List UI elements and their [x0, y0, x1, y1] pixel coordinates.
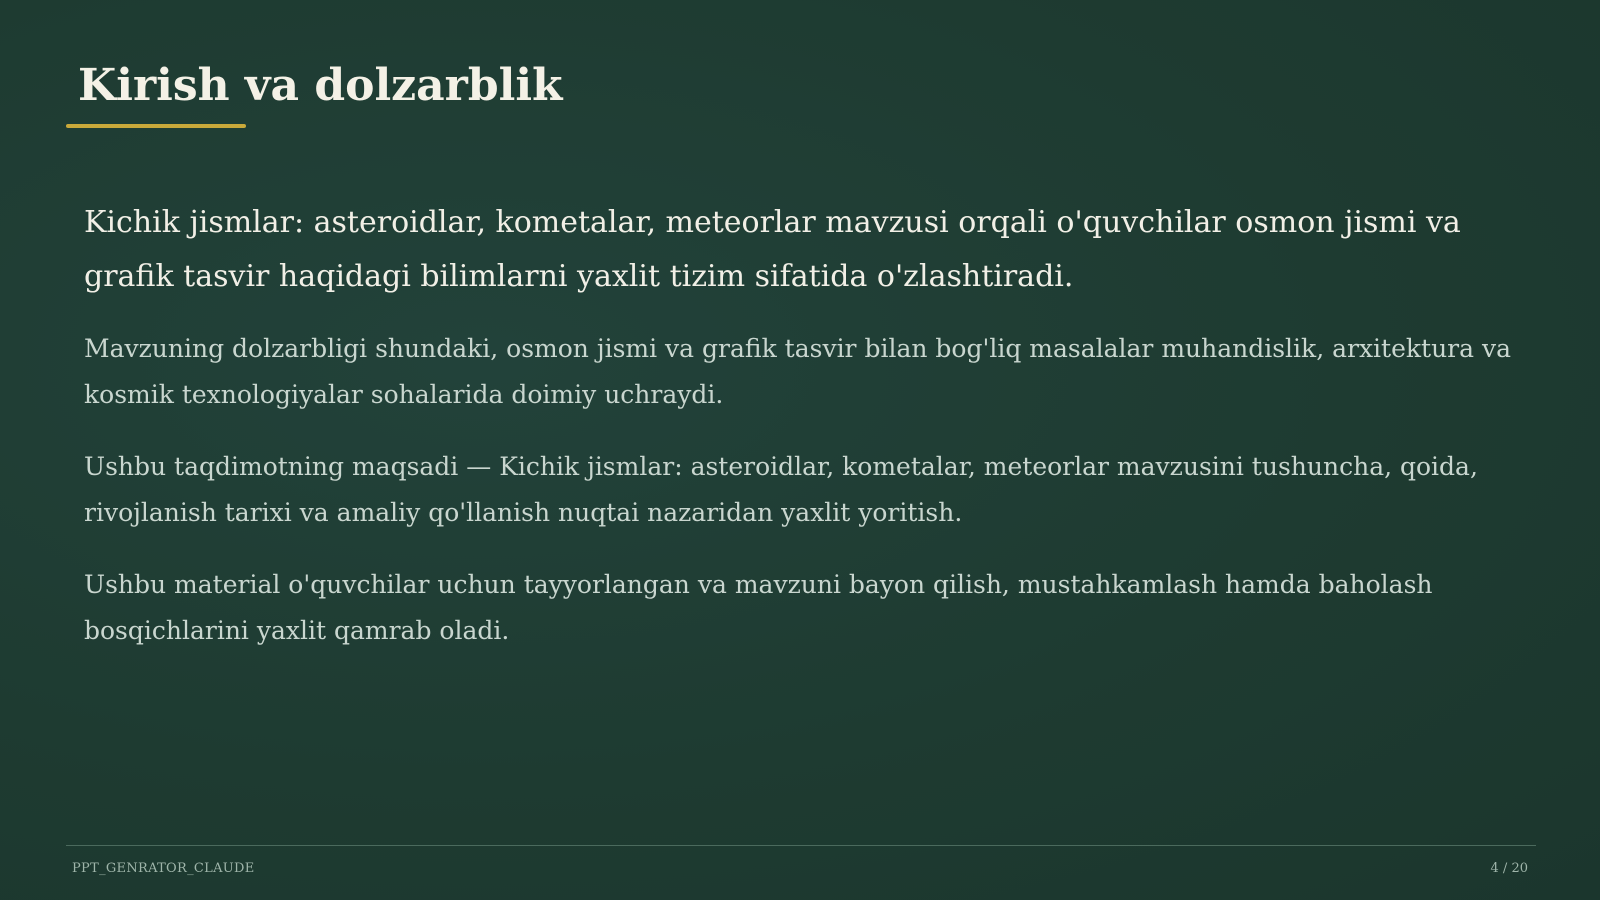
body-paragraph-relevance: Mavzuning dolzarbligi shundaki, osmon jismi va grafik tasvir bilan bog'liq masalalar muhandislik, arxitektura va kosmik texnologiyalar sohalarida doimiy uchraydi.: [84, 334, 1512, 409]
footer-source-label: PPT_GENRATOR_CLAUDE: [72, 861, 255, 876]
slide-title: Kirish va dolzarblik: [78, 60, 563, 111]
body-paragraph-scope: Ushbu material o'quvchilar uchun tayyorlangan va mavzuni bayon qilish, mustahkamlash hamda baholash bosqichlarini yaxlit qamrab oladi.: [84, 570, 1433, 645]
title-accent-underline: [66, 124, 246, 128]
body-paragraph-purpose: Ushbu taqdimotning maqsadi — Kichik jismlar: asteroidlar, kometalar, meteorlar mavzusini tushuncha, qoida, rivojlanish tarixi va amaliy qo'llanish nuqtai nazaridan yaxlit yoritish.: [84, 452, 1478, 527]
slide-content: [84, 196, 1524, 680]
footer-divider: [66, 845, 1536, 846]
page-number: 4 / 20: [1490, 861, 1528, 876]
lead-paragraph: Kichik jismlar: asteroidlar, kometalar, meteorlar mavzusi orqali o'quvchilar osmon jismi va grafik tasvir haqidagi bilimlarni yaxlit tizim sifatida o'zlashtiradi.: [84, 205, 1461, 294]
